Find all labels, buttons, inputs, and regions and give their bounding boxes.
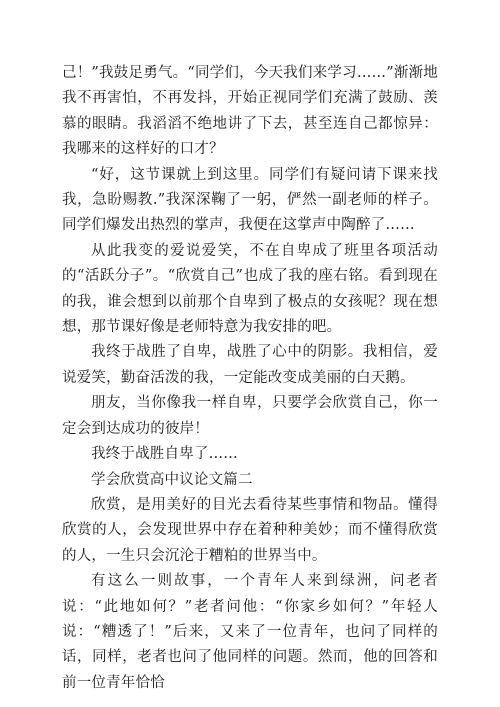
paragraph-1: 己！”我鼓足勇气。“同学们，今天我们来学习……”渐渐地我不再害怕，不再发抖，开始正视同学们充满了鼓励、羡慕的眼睛。我滔滔不绝地讲了下去，甚至连自己都惊异：我哪来的这样好的口才？ [62, 65, 438, 158]
paragraph-6: 我终于战胜自卑了…… [91, 446, 238, 463]
paragraph-7: 欣赏，是用美好的目光去看待某些事情和物品。懂得欣赏的人，会发现世界中存在着种种美妙；而不懂得欣赏的人，一生只会沉沦于糟粕的世界当中。 [62, 496, 438, 564]
paragraph-2: “好，这节课就上到这里。同学们有疑问请下课来找我，急盼赐教.”我深深鞠了一躬，俨然一副老师的样子。同学们爆发出热烈的掌声，我便在这掌声中陶醉了…… [62, 166, 438, 234]
paragraph-8: 有这么一则故事，一个青年人来到绿洲，问老者说：“此地如何？”老者问他：“你家乡如何？”年轻人说：“糟透了！”后来，又来了一位青年，也问了同样的话，同样，老者也问了他同样的问题。然而，他的回答和前一位青年恰恰 [62, 573, 438, 691]
paragraph-4: 我终于战胜了自卑，战胜了心中的阴影。我相信，爱说爱笑，勤奋活泼的我，一定能改变成美丽的白天鹅。 [62, 344, 438, 386]
section-heading: 学会欣赏高中议论文篇二 [91, 471, 253, 488]
paragraph-3: 从此我变的爱说爱笑，不在自卑成了班里各项活动的“活跃分子”。“欣赏自己”也成了我的座右铭。看到现在的我，谁会想到以前那个自卑到了极点的女孩呢？现在想想，那节课好像是老师特意为我安排的吧。 [62, 242, 438, 336]
paragraph-5: 朋友，当你像我一样自卑，只要学会欣赏自己，你一定会到达成功的彼岸！ [62, 395, 438, 437]
document-body [62, 61, 438, 696]
